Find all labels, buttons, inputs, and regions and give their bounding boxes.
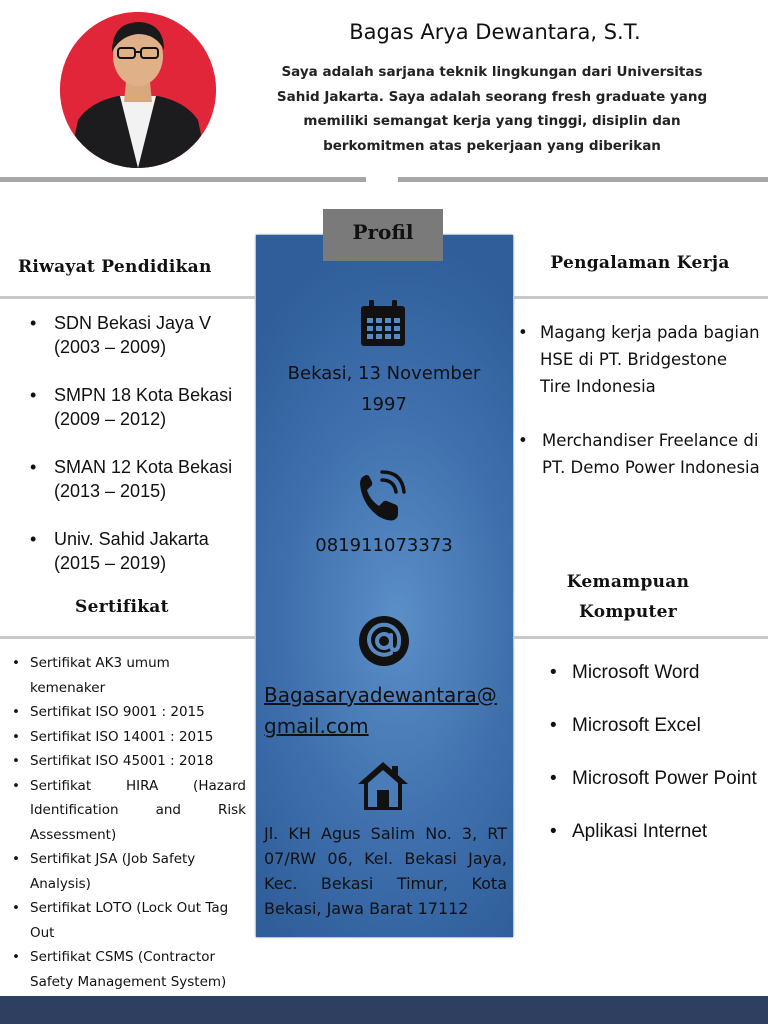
work-divider [513,296,768,299]
list-item: • Microsoft Word [542,659,762,686]
list-item: • Sertifikat HIRA (Hazard Identification and Risk Assessment) [8,774,246,848]
certificates-list [8,651,246,994]
house-icon [356,760,410,812]
education-list [30,311,255,599]
list-item: • Sertifikat ISO 45001 : 2018 [8,749,246,774]
list-item: • Sertifikat AK3 umum kemenaker [8,651,246,700]
list-item: • Sertifikat ISO 14001 : 2015 [8,725,246,750]
list-item: • SMAN 12 Kota Bekasi (2013 – 2015) [30,455,255,503]
list-item: • Magang kerja pada bagian HSE di PT. Bridgestone Tire Indonesia [516,319,760,400]
header-divider-right [398,177,768,182]
list-item: • Sertifikat CSMS (Contractor Safety Management System) [8,945,246,994]
list-item: • Sertifikat LOTO (Lock Out Tag Out [8,896,246,945]
profile-tab-label: Profil [323,209,443,261]
computer-skills-title: Kemampuan Komputer [566,572,690,622]
education-title: Riwayat Pendidikan [18,257,212,277]
email-at-icon [358,615,410,667]
skills-divider [513,636,768,639]
list-item: • Microsoft Power Point [542,765,762,792]
calendar-icon [359,298,407,348]
phone-number: 081911073373 [315,535,453,556]
list-item: • Aplikasi Internet [542,818,762,845]
list-item: • Univ. Sahid Jakarta (2015 – 2019) [30,527,255,575]
computer-skills-list [542,659,762,871]
work-experience-title: Pengalaman Kerja [550,253,730,273]
birth-place-date: Bekasi, 13 November 1997 [287,363,481,415]
work-experience-list [516,319,760,508]
list-item: • Sertifikat ISO 9001 : 2015 [8,700,246,725]
candidate-name: Bagas Arya Dewantara, S.T. [349,20,641,44]
certificates-divider [0,636,256,639]
phone-icon [354,468,412,526]
footer-bar [0,996,768,1024]
list-item: • Microsoft Excel [542,712,762,739]
list-item: • SMPN 18 Kota Bekasi (2009 – 2012) [30,383,255,431]
email-link[interactable]: Bagasaryadewantara@gmail.com [264,683,497,738]
home-address: Jl. KH Agus Salim No. 3, RT 07/RW 06, Kel. Bekasi Jaya, Kec. Bekasi Timur, Kota Bekasi, Jawa Barat 17112 [264,824,507,918]
list-item: • Merchandiser Freelance di PT. Demo Power Indonesia [516,427,760,481]
list-item: • Sertifikat JSA (Job Safety Analysis) [8,847,246,896]
education-divider [0,296,256,299]
profile-photo [60,12,216,168]
header-divider-left [0,177,366,182]
intro-summary: Saya adalah sarjana teknik lingkungan dari Universitas Sahid Jakarta. Saya adalah seorang fresh graduate yang memiliki semangat kerja yang tinggi, disiplin dan berkomitmen atas pekerjaan yang diberikan [276,64,708,154]
certificates-title: Sertifikat [75,597,169,617]
list-item: • SDN Bekasi Jaya V (2003 – 2009) [30,311,255,359]
